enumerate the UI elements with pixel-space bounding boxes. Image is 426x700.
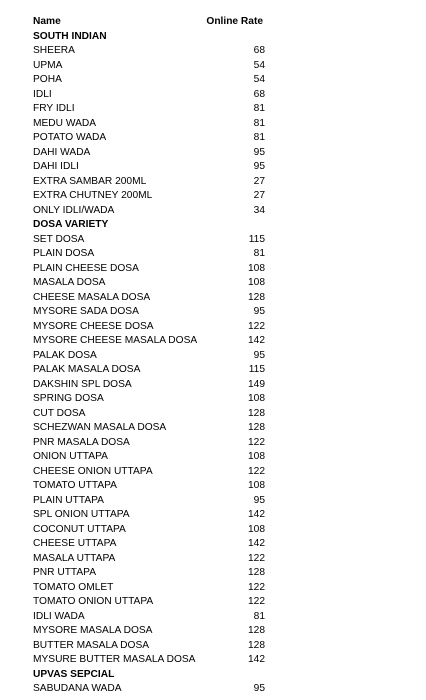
name-column-header: Name [33,16,61,27]
menu-item-name: MYSORE MASALA DOSA [33,625,153,636]
menu-item-online-rate: 95 [253,683,265,694]
menu-item-row [0,653,426,668]
menu-item-row [0,262,426,277]
online-rate-column-header: Online Rate [206,16,263,27]
menu-item-row [0,421,426,436]
menu-item-row [0,334,426,349]
menu-item-row [0,552,426,567]
menu-item-row [0,392,426,407]
menu-item-online-rate: 108 [248,393,265,404]
menu-item-name: POHA [33,74,62,85]
menu-item-name: MASALA DOSA [33,277,106,288]
menu-item-online-rate: 81 [253,117,265,129]
menu-item-name: SPRING DOSA [33,393,104,404]
menu-item-name: PALAK MASALA DOSA [33,364,141,375]
menu-item-online-rate: 68 [253,88,265,100]
menu-item-row [0,479,426,494]
menu-item-online-rate: 81 [253,610,265,622]
menu-item-name: DAHI IDLI [33,161,79,172]
menu-item-online-rate: 128 [248,407,265,419]
menu-item-name: PLAIN DOSA [33,248,95,259]
menu-item-online-rate: 95 [253,349,265,361]
menu-item-online-rate: 95 [253,494,265,506]
menu-item-row [0,639,426,654]
menu-item-online-rate: 142 [248,335,265,346]
menu-item-row [0,465,426,480]
menu-item-online-rate: 128 [248,422,265,433]
menu-item-name: TOMATO UTTAPA [33,480,117,491]
menu-item-online-rate: 81 [253,132,265,143]
menu-item-row [0,624,426,639]
menu-item-online-rate: 108 [248,262,265,274]
menu-item-row [0,175,426,190]
menu-item-row [0,537,426,552]
section-header-row [0,30,426,45]
menu-item-row [0,378,426,393]
menu-item-online-rate: 27 [253,190,265,201]
section-header-row [0,218,426,233]
menu-item-row [0,610,426,625]
menu-item-online-rate: 27 [253,175,265,187]
menu-item-name: PLAIN UTTAPA [33,494,104,506]
menu-item-row [0,247,426,262]
menu-item-online-rate: 128 [248,291,265,303]
menu-item-name: IDLI [33,88,52,100]
menu-item-online-rate: 122 [248,596,265,607]
menu-item-name: MYSURE BUTTER MASALA DOSA [33,654,196,665]
menu-item-row [0,305,426,320]
section-title: SOUTH INDIAN [33,30,107,42]
menu-item-row [0,204,426,219]
menu-item-online-rate: 95 [253,306,265,317]
menu-item-name: MYSORE CHEESE DOSA [33,320,154,332]
menu-item-online-rate: 115 [248,364,265,375]
menu-item-row [0,407,426,422]
section-title: DOSA VARIETY [33,219,109,230]
menu-item-online-rate: 122 [248,436,265,448]
menu-item-online-rate: 142 [248,654,265,665]
menu-item-online-rate: 149 [248,378,265,390]
menu-item-name: CHEESE ONION UTTAPA [33,465,153,477]
menu-item-name: DAHI WADA [33,146,91,158]
menu-item-online-rate: 122 [248,552,265,564]
menu-item-online-rate: 122 [248,465,265,477]
menu-item-name: SCHEZWAN MASALA DOSA [33,422,167,433]
menu-item-row [0,494,426,509]
menu-body [0,30,426,697]
menu-item-online-rate: 128 [248,567,265,578]
menu-item-name: BUTTER MASALA DOSA [33,639,150,651]
menu-item-name: SHEERA [33,45,75,56]
menu-item-name: DAKSHIN SPL DOSA [33,378,132,390]
menu-item-row [0,595,426,610]
menu-item-name: CUT DOSA [33,407,86,419]
section-header-row [0,668,426,683]
menu-item-online-rate: 81 [253,248,265,259]
menu-item-row [0,436,426,451]
menu-item-row [0,73,426,88]
menu-item-online-rate: 128 [248,625,265,636]
menu-item-name: SET DOSA [33,233,85,245]
menu-item-name: TOMATO OMLET [33,581,114,593]
menu-item-online-rate: 95 [253,161,265,172]
menu-item-name: EXTRA CHUTNEY 200ML [33,190,153,201]
menu-item-online-rate: 108 [248,523,265,535]
menu-item-row [0,102,426,117]
menu-item-online-rate: 122 [248,320,265,332]
menu-item-name: MYSORE SADA DOSA [33,306,139,317]
menu-item-online-rate: 142 [248,538,265,549]
menu-item-name: PLAIN CHEESE DOSA [33,262,139,274]
section-title: UPVAS SEPCIAL [33,668,115,680]
menu-item-row [0,146,426,161]
menu-item-online-rate: 108 [248,277,265,288]
menu-item-online-rate: 122 [248,581,265,593]
menu-item-online-rate: 68 [253,45,265,56]
menu-item-row [0,363,426,378]
menu-item-row [0,59,426,74]
menu-item-name: SABUDANA WADA [33,683,122,694]
menu-item-row [0,160,426,175]
menu-item-online-rate: 34 [253,204,265,216]
menu-item-row [0,349,426,364]
menu-item-row [0,581,426,596]
menu-item-name: MASALA UTTAPA [33,552,116,564]
menu-item-online-rate: 142 [248,509,265,520]
menu-item-name: PNR UTTAPA [33,567,97,578]
menu-item-row [0,508,426,523]
menu-item-row [0,320,426,335]
menu-item-name: FRY IDLI [33,103,75,114]
menu-item-online-rate: 108 [248,480,265,491]
menu-item-name: UPMA [33,59,63,71]
menu-item-name: POTATO WADA [33,132,107,143]
menu-item-name: PNR MASALA DOSA [33,436,130,448]
menu-item-name: ONLY IDLI/WADA [33,204,115,216]
menu-item-row [0,291,426,306]
menu-item-row [0,450,426,465]
menu-item-online-rate: 54 [253,59,265,71]
menu-item-row [0,682,426,697]
menu-item-row [0,276,426,291]
menu-item-row [0,88,426,103]
menu-item-row [0,131,426,146]
menu-item-row [0,523,426,538]
menu-item-online-rate: 108 [248,451,265,462]
column-header-row [0,15,426,30]
menu-item-name: CHEESE MASALA DOSA [33,291,151,303]
menu-item-online-rate: 54 [253,74,265,85]
menu-item-row [0,566,426,581]
menu-item-name: EXTRA SAMBAR 200ML [33,175,147,187]
menu-item-online-rate: 128 [248,639,265,651]
menu-item-online-rate: 95 [253,146,265,158]
menu-item-name: IDLI WADA [33,610,85,622]
menu-item-row [0,117,426,132]
menu-item-online-rate: 81 [253,103,265,114]
menu-item-row [0,189,426,204]
menu-item-name: MEDU WADA [33,117,97,129]
menu-item-name: MYSORE CHEESE MASALA DOSA [33,335,198,346]
menu-item-row [0,233,426,248]
menu-item-name: ONION UTTAPA [33,451,108,462]
menu-item-name: PALAK DOSA [33,349,97,361]
menu-item-name: COCONUT UTTAPA [33,523,126,535]
menu-item-name: SPL ONION UTTAPA [33,509,130,520]
menu-item-online-rate: 115 [248,233,265,245]
menu-item-name: TOMATO ONION UTTAPA [33,596,154,607]
menu-item-row [0,44,426,59]
menu-item-name: CHEESE UTTAPA [33,538,117,549]
